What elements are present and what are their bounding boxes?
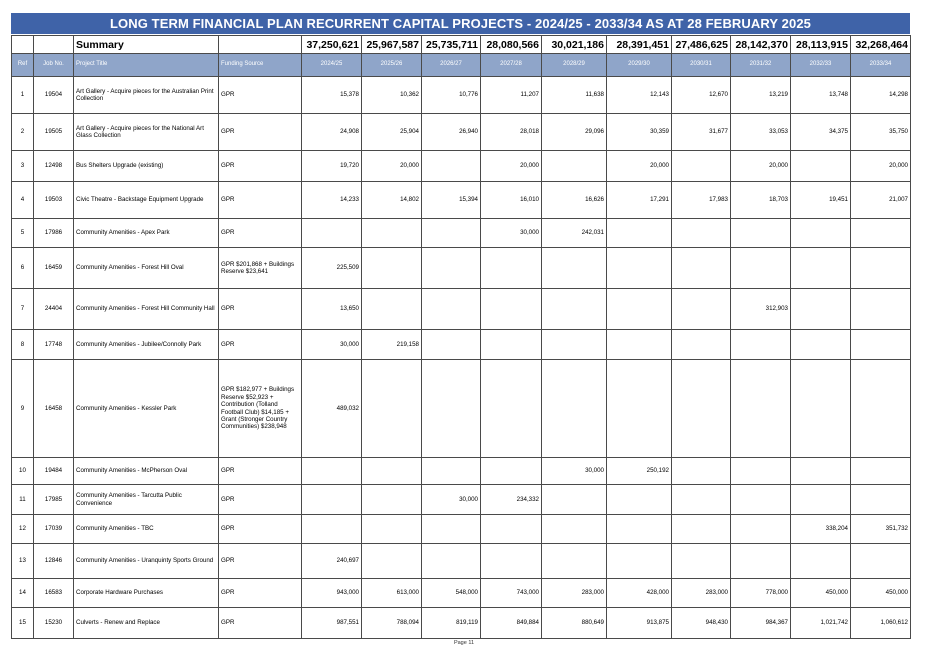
row-job-number: 19505 bbox=[34, 114, 74, 151]
row-year-value bbox=[731, 515, 791, 544]
row-year-value: 20,000 bbox=[481, 151, 542, 182]
row-job-number: 12498 bbox=[34, 151, 74, 182]
row-year-value: 225,509 bbox=[302, 248, 362, 289]
row-year-value bbox=[422, 151, 481, 182]
row-year-value bbox=[851, 219, 911, 248]
header-year: 2026/27 bbox=[422, 54, 481, 77]
table-row bbox=[12, 248, 911, 289]
row-job-number: 16583 bbox=[34, 579, 74, 608]
row-year-value: 613,000 bbox=[362, 579, 422, 608]
row-year-value: 35,750 bbox=[851, 114, 911, 151]
row-year-value bbox=[851, 330, 911, 360]
table-row bbox=[12, 544, 911, 579]
row-year-value bbox=[481, 458, 542, 485]
row-year-value: 819,119 bbox=[422, 608, 481, 639]
row-ref: 7 bbox=[12, 289, 34, 330]
row-year-value bbox=[362, 485, 422, 515]
table-row bbox=[12, 458, 911, 485]
header-year: 2030/31 bbox=[672, 54, 731, 77]
row-year-value: 13,748 bbox=[791, 77, 851, 114]
row-year-value bbox=[731, 485, 791, 515]
row-year-value: 948,430 bbox=[672, 608, 731, 639]
row-year-value: 34,375 bbox=[791, 114, 851, 151]
row-year-value: 29,096 bbox=[542, 114, 607, 151]
row-year-value bbox=[791, 458, 851, 485]
row-ref: 13 bbox=[12, 544, 34, 579]
row-funding-source: GPR bbox=[219, 77, 302, 114]
row-year-value bbox=[422, 248, 481, 289]
row-year-value: 11,207 bbox=[481, 77, 542, 114]
row-funding-source: GPR bbox=[219, 289, 302, 330]
row-year-value bbox=[731, 248, 791, 289]
row-year-value bbox=[851, 544, 911, 579]
row-project-title: Community Amenities - McPherson Oval bbox=[74, 458, 219, 485]
header-year: 2029/30 bbox=[607, 54, 672, 77]
table-row bbox=[12, 330, 911, 360]
row-year-value bbox=[672, 458, 731, 485]
row-year-value: 450,000 bbox=[791, 579, 851, 608]
row-year-value bbox=[607, 248, 672, 289]
row-year-value: 12,670 bbox=[672, 77, 731, 114]
row-job-number: 19484 bbox=[34, 458, 74, 485]
row-year-value bbox=[362, 458, 422, 485]
row-year-value bbox=[542, 248, 607, 289]
row-year-value: 489,032 bbox=[302, 360, 362, 458]
row-year-value bbox=[481, 515, 542, 544]
row-year-value bbox=[481, 248, 542, 289]
row-project-title: Art Gallery - Acquire pieces for the Australian Print Collection bbox=[74, 77, 219, 114]
row-year-value bbox=[362, 360, 422, 458]
row-year-value bbox=[422, 289, 481, 330]
row-year-value: 743,000 bbox=[481, 579, 542, 608]
row-ref: 12 bbox=[12, 515, 34, 544]
row-year-value bbox=[672, 485, 731, 515]
row-year-value: 283,000 bbox=[672, 579, 731, 608]
row-year-value bbox=[302, 485, 362, 515]
row-year-value: 18,703 bbox=[731, 182, 791, 219]
row-year-value bbox=[731, 360, 791, 458]
row-year-value: 15,394 bbox=[422, 182, 481, 219]
row-funding-source: GPR $182,977 + Buildings Reserve $52,923 + Contribution (Tolland Football Club) $14,185 + Grant (Stronger Country Communities) $238,948 bbox=[219, 360, 302, 458]
row-year-value: 33,053 bbox=[731, 114, 791, 151]
row-year-value bbox=[542, 515, 607, 544]
row-year-value: 10,776 bbox=[422, 77, 481, 114]
row-year-value: 30,000 bbox=[422, 485, 481, 515]
row-year-value: 17,983 bbox=[672, 182, 731, 219]
table-row bbox=[12, 289, 911, 330]
row-year-value: 242,031 bbox=[542, 219, 607, 248]
page-number: Page 11 bbox=[453, 640, 475, 646]
row-year-value bbox=[362, 544, 422, 579]
row-year-value bbox=[422, 544, 481, 579]
table-row bbox=[12, 114, 911, 151]
row-year-value: 28,018 bbox=[481, 114, 542, 151]
row-year-value: 984,367 bbox=[731, 608, 791, 639]
row-year-value bbox=[542, 360, 607, 458]
row-funding-source: GPR bbox=[219, 515, 302, 544]
row-year-value: 21,007 bbox=[851, 182, 911, 219]
row-year-value bbox=[607, 289, 672, 330]
summary-total: 28,142,370 bbox=[731, 36, 791, 54]
row-year-value bbox=[791, 219, 851, 248]
row-funding-source: GPR bbox=[219, 219, 302, 248]
row-funding-source: GPR bbox=[219, 485, 302, 515]
row-year-value bbox=[672, 151, 731, 182]
row-project-title: Community Amenities - Apex Park bbox=[74, 219, 219, 248]
row-year-value bbox=[542, 330, 607, 360]
row-year-value: 913,875 bbox=[607, 608, 672, 639]
row-year-value: 283,000 bbox=[542, 579, 607, 608]
row-funding-source: GPR bbox=[219, 458, 302, 485]
row-ref: 1 bbox=[12, 77, 34, 114]
row-job-number: 12846 bbox=[34, 544, 74, 579]
row-year-value: 20,000 bbox=[362, 151, 422, 182]
row-year-value bbox=[422, 330, 481, 360]
row-year-value: 880,649 bbox=[542, 608, 607, 639]
row-ref: 9 bbox=[12, 360, 34, 458]
row-year-value: 450,000 bbox=[851, 579, 911, 608]
row-year-value bbox=[362, 248, 422, 289]
row-ref: 2 bbox=[12, 114, 34, 151]
row-year-value bbox=[362, 289, 422, 330]
row-year-value bbox=[791, 289, 851, 330]
row-year-value: 16,626 bbox=[542, 182, 607, 219]
row-year-value bbox=[791, 485, 851, 515]
row-year-value: 312,903 bbox=[731, 289, 791, 330]
row-year-value bbox=[481, 289, 542, 330]
row-year-value: 13,650 bbox=[302, 289, 362, 330]
row-year-value bbox=[731, 219, 791, 248]
row-funding-source: GPR bbox=[219, 579, 302, 608]
row-year-value bbox=[542, 151, 607, 182]
row-year-value bbox=[791, 248, 851, 289]
row-year-value: 548,000 bbox=[422, 579, 481, 608]
summary-total: 25,735,711 bbox=[422, 36, 481, 54]
row-year-value: 1,060,612 bbox=[851, 608, 911, 639]
row-year-value: 30,000 bbox=[542, 458, 607, 485]
row-project-title: Community Amenities - Forest Hill Community Hall bbox=[74, 289, 219, 330]
row-project-title: Art Gallery - Acquire pieces for the National Art Glass Collection bbox=[74, 114, 219, 151]
row-year-value: 338,204 bbox=[791, 515, 851, 544]
row-year-value: 849,884 bbox=[481, 608, 542, 639]
row-year-value: 13,219 bbox=[731, 77, 791, 114]
row-project-title: Community Amenities - TBC bbox=[74, 515, 219, 544]
summary-total: 25,967,587 bbox=[362, 36, 422, 54]
row-year-value: 788,094 bbox=[362, 608, 422, 639]
row-year-value: 30,000 bbox=[302, 330, 362, 360]
row-year-value: 15,378 bbox=[302, 77, 362, 114]
header-project-title: Project Title bbox=[74, 54, 219, 77]
row-year-value: 11,638 bbox=[542, 77, 607, 114]
row-year-value bbox=[607, 515, 672, 544]
row-year-value bbox=[672, 544, 731, 579]
row-project-title: Community Amenities - Forest Hill Oval bbox=[74, 248, 219, 289]
table-row bbox=[12, 182, 911, 219]
row-year-value bbox=[672, 289, 731, 330]
row-job-number: 17039 bbox=[34, 515, 74, 544]
row-year-value bbox=[422, 458, 481, 485]
row-year-value bbox=[607, 544, 672, 579]
row-ref: 15 bbox=[12, 608, 34, 639]
row-funding-source: GPR bbox=[219, 182, 302, 219]
row-year-value bbox=[672, 330, 731, 360]
summary-total: 28,080,566 bbox=[481, 36, 542, 54]
row-year-value bbox=[791, 151, 851, 182]
row-year-value: 351,732 bbox=[851, 515, 911, 544]
row-ref: 11 bbox=[12, 485, 34, 515]
row-year-value bbox=[672, 219, 731, 248]
row-year-value bbox=[672, 248, 731, 289]
row-job-number: 17986 bbox=[34, 219, 74, 248]
row-year-value bbox=[422, 360, 481, 458]
row-ref: 3 bbox=[12, 151, 34, 182]
row-year-value bbox=[851, 485, 911, 515]
row-year-value bbox=[791, 360, 851, 458]
summary-total: 28,391,451 bbox=[607, 36, 672, 54]
row-project-title: Corporate Hardware Purchases bbox=[74, 579, 219, 608]
row-year-value: 30,359 bbox=[607, 114, 672, 151]
column-header-row bbox=[12, 54, 911, 77]
row-ref: 5 bbox=[12, 219, 34, 248]
row-year-value bbox=[362, 219, 422, 248]
header-funding-source: Funding Source bbox=[219, 54, 302, 77]
row-job-number: 16458 bbox=[34, 360, 74, 458]
header-year: 2024/25 bbox=[302, 54, 362, 77]
row-year-value: 1,021,742 bbox=[791, 608, 851, 639]
row-year-value: 219,158 bbox=[362, 330, 422, 360]
row-funding-source: GPR bbox=[219, 114, 302, 151]
summary-total: 27,486,625 bbox=[672, 36, 731, 54]
summary-total: 28,113,915 bbox=[791, 36, 851, 54]
row-project-title: Culverts - Renew and Replace bbox=[74, 608, 219, 639]
row-funding-source: GPR bbox=[219, 544, 302, 579]
row-project-title: Bus Shelters Upgrade (existing) bbox=[74, 151, 219, 182]
row-year-value: 25,904 bbox=[362, 114, 422, 151]
row-year-value bbox=[731, 458, 791, 485]
row-year-value: 10,362 bbox=[362, 77, 422, 114]
row-project-title: Community Amenities - Uranquinty Sports Ground bbox=[74, 544, 219, 579]
row-ref: 14 bbox=[12, 579, 34, 608]
header-year: 2032/33 bbox=[791, 54, 851, 77]
header-year: 2028/29 bbox=[542, 54, 607, 77]
capital-projects-table bbox=[11, 35, 911, 639]
row-year-value bbox=[791, 330, 851, 360]
row-year-value bbox=[607, 360, 672, 458]
row-ref: 8 bbox=[12, 330, 34, 360]
header-year: 2027/28 bbox=[481, 54, 542, 77]
table-row bbox=[12, 608, 911, 639]
row-year-value: 17,291 bbox=[607, 182, 672, 219]
row-funding-source: GPR bbox=[219, 330, 302, 360]
row-job-number: 16459 bbox=[34, 248, 74, 289]
row-year-value: 30,000 bbox=[481, 219, 542, 248]
row-year-value bbox=[851, 458, 911, 485]
row-year-value: 250,192 bbox=[607, 458, 672, 485]
row-year-value: 987,551 bbox=[302, 608, 362, 639]
row-year-value: 20,000 bbox=[731, 151, 791, 182]
row-year-value: 31,677 bbox=[672, 114, 731, 151]
row-year-value: 14,802 bbox=[362, 182, 422, 219]
row-year-value bbox=[851, 360, 911, 458]
row-year-value bbox=[851, 248, 911, 289]
row-funding-source: GPR $201,868 + Buildings Reserve $23,641 bbox=[219, 248, 302, 289]
row-year-value: 240,697 bbox=[302, 544, 362, 579]
row-job-number: 15230 bbox=[34, 608, 74, 639]
row-project-title: Community Amenities - Jubilee/Connolly Park bbox=[74, 330, 219, 360]
row-project-title: Community Amenities - Tarcutta Public Convenience bbox=[74, 485, 219, 515]
header-year: 2031/32 bbox=[731, 54, 791, 77]
table-row bbox=[12, 219, 911, 248]
row-year-value bbox=[851, 289, 911, 330]
table-row bbox=[12, 579, 911, 608]
summary-label: Summary bbox=[74, 36, 219, 54]
summary-total: 37,250,621 bbox=[302, 36, 362, 54]
table-row bbox=[12, 485, 911, 515]
row-year-value bbox=[731, 544, 791, 579]
table-row bbox=[12, 151, 911, 182]
row-year-value: 26,940 bbox=[422, 114, 481, 151]
row-year-value bbox=[731, 330, 791, 360]
header-ref: Ref bbox=[12, 54, 34, 77]
row-year-value bbox=[302, 458, 362, 485]
row-year-value bbox=[791, 544, 851, 579]
row-year-value: 24,908 bbox=[302, 114, 362, 151]
row-year-value: 19,720 bbox=[302, 151, 362, 182]
row-funding-source: GPR bbox=[219, 151, 302, 182]
row-job-number: 17985 bbox=[34, 485, 74, 515]
header-year: 2033/34 bbox=[851, 54, 911, 77]
row-funding-source: GPR bbox=[219, 608, 302, 639]
row-ref: 4 bbox=[12, 182, 34, 219]
row-job-number: 24404 bbox=[34, 289, 74, 330]
row-year-value: 14,233 bbox=[302, 182, 362, 219]
row-year-value bbox=[672, 515, 731, 544]
row-job-number: 17748 bbox=[34, 330, 74, 360]
row-job-number: 19503 bbox=[34, 182, 74, 219]
row-ref: 6 bbox=[12, 248, 34, 289]
row-year-value: 20,000 bbox=[607, 151, 672, 182]
row-year-value bbox=[422, 515, 481, 544]
row-year-value: 778,000 bbox=[731, 579, 791, 608]
row-job-number: 19504 bbox=[34, 77, 74, 114]
row-ref: 10 bbox=[12, 458, 34, 485]
report-title: LONG TERM FINANCIAL PLAN RECURRENT CAPITAL PROJECTS - 2024/25 - 2033/34 AS AT 28 FEBRUARY 2025 bbox=[11, 13, 910, 34]
row-year-value: 19,451 bbox=[791, 182, 851, 219]
row-year-value bbox=[672, 360, 731, 458]
summary-row bbox=[12, 36, 911, 54]
row-year-value: 16,010 bbox=[481, 182, 542, 219]
header-year: 2025/26 bbox=[362, 54, 422, 77]
row-year-value bbox=[481, 330, 542, 360]
row-year-value: 428,000 bbox=[607, 579, 672, 608]
row-year-value bbox=[607, 330, 672, 360]
table-row bbox=[12, 360, 911, 458]
row-year-value bbox=[481, 544, 542, 579]
row-year-value bbox=[302, 219, 362, 248]
row-year-value bbox=[542, 485, 607, 515]
row-year-value bbox=[542, 544, 607, 579]
table-row bbox=[12, 77, 911, 114]
table-row bbox=[12, 515, 911, 544]
header-job: Job No. bbox=[34, 54, 74, 77]
summary-total: 30,021,186 bbox=[542, 36, 607, 54]
row-year-value bbox=[422, 219, 481, 248]
row-project-title: Community Amenities - Kessler Park bbox=[74, 360, 219, 458]
row-year-value: 234,332 bbox=[481, 485, 542, 515]
row-year-value: 943,000 bbox=[302, 579, 362, 608]
row-year-value bbox=[542, 289, 607, 330]
row-project-title: Civic Theatre - Backstage Equipment Upgrade bbox=[74, 182, 219, 219]
summary-total: 32,268,464 bbox=[851, 36, 911, 54]
row-year-value bbox=[302, 515, 362, 544]
row-year-value bbox=[607, 219, 672, 248]
row-year-value: 12,143 bbox=[607, 77, 672, 114]
row-year-value bbox=[607, 485, 672, 515]
row-year-value: 20,000 bbox=[851, 151, 911, 182]
row-year-value bbox=[362, 515, 422, 544]
row-year-value: 14,298 bbox=[851, 77, 911, 114]
row-year-value bbox=[481, 360, 542, 458]
